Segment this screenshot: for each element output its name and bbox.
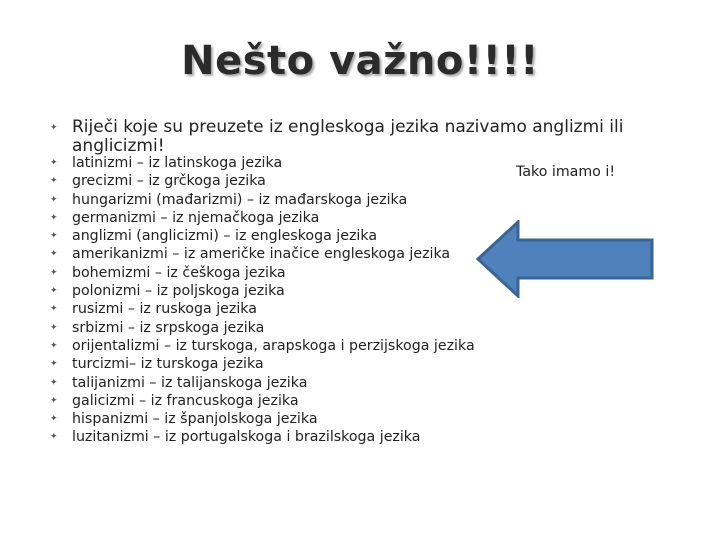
list-item <box>50 355 530 373</box>
square-bullet-icon: ✦ <box>50 212 58 223</box>
list-item <box>50 227 530 245</box>
intro-line-2: anglicizmi! <box>72 136 165 156</box>
list-item <box>50 245 530 263</box>
list-item-text: srbizmi – iz srpskoga jezika <box>72 319 265 336</box>
list-item-text: hungarizmi (mađarizmi) – iz mađarskoga jezika <box>72 191 408 208</box>
list-item <box>50 428 530 446</box>
list-item-text: polonizmi – iz poljskoga jezika <box>72 283 285 300</box>
list-item-text: hispanizmi – iz španjolskoga jezika <box>72 411 318 428</box>
slide-title: Nešto važno!!!! <box>181 38 539 84</box>
list-item-text: latinizmi – iz latinskoga jezika <box>72 155 283 171</box>
square-bullet-icon: ✦ <box>50 414 58 425</box>
square-bullet-icon: ✦ <box>50 176 58 187</box>
square-bullet-icon: ✦ <box>50 267 58 278</box>
list-item-text: germanizmi – iz njemačkoga jezika <box>72 209 320 226</box>
square-bullet-icon: ✦ <box>50 395 58 406</box>
left-arrow-icon <box>476 220 656 298</box>
square-bullet-icon: ✦ <box>50 304 58 315</box>
square-bullet-icon: ✦ <box>50 249 58 260</box>
list-item <box>50 282 530 300</box>
list-item-text: bohemizmi – iz češkoga jezika <box>72 264 286 281</box>
loanword-list <box>50 154 530 447</box>
list-item-text: luzitanizmi – iz portugalskoga i brazilskoga jezika <box>72 429 421 446</box>
square-bullet-icon: ✦ <box>50 377 58 388</box>
square-bullet-icon: ✦ <box>50 322 58 333</box>
square-bullet-icon: ✦ <box>50 340 58 351</box>
intro-bullet <box>50 118 670 156</box>
list-item <box>50 319 530 337</box>
list-item-text: turcizmi– iz turskoga jezika <box>72 356 264 373</box>
list-item-text: rusizmi – iz ruskoga jezika <box>72 301 257 318</box>
square-bullet-icon: ✦ <box>50 158 58 168</box>
list-item-text: anglizmi (anglicizmi) – iz engleskoga jezika <box>72 228 378 245</box>
list-item <box>50 410 530 428</box>
square-bullet-icon: ✦ <box>50 359 58 370</box>
square-bullet-icon: ✦ <box>50 286 58 297</box>
list-item <box>50 374 530 392</box>
square-bullet-icon: ✦ <box>50 432 58 443</box>
list-item-text: amerikanizmi – iz američke inačice engleskoga jezika <box>72 246 451 263</box>
list-item-text: grecizmi – iz grčkoga jezika <box>72 173 266 190</box>
list-item-text: orijentalizmi – iz turskoga, arapskoga i perzijskoga jezika <box>72 337 475 354</box>
list-item <box>50 337 530 355</box>
intro-text <box>50 118 670 156</box>
list-item <box>50 392 530 410</box>
list-item <box>50 154 530 172</box>
square-bullet-icon: ✦ <box>50 231 58 242</box>
side-note: Tako imamo i! <box>516 164 616 180</box>
arrow-shape <box>478 222 652 296</box>
intro-line-1: Riječi koje su preuzete iz engleskoga jezika nazivamo anglizmi ili <box>72 117 624 137</box>
list-item-text: galicizmi – iz francuskoga jezika <box>72 392 299 409</box>
list-item-text: talijanizmi – iz talijanskoga jezika <box>72 374 308 391</box>
square-bullet-icon: ✦ <box>50 194 58 205</box>
list-item <box>50 209 530 227</box>
list-item <box>50 300 530 318</box>
square-bullet-icon: ✦ <box>50 123 58 133</box>
list-item <box>50 172 530 190</box>
list-item <box>50 191 530 209</box>
list-item <box>50 264 530 282</box>
